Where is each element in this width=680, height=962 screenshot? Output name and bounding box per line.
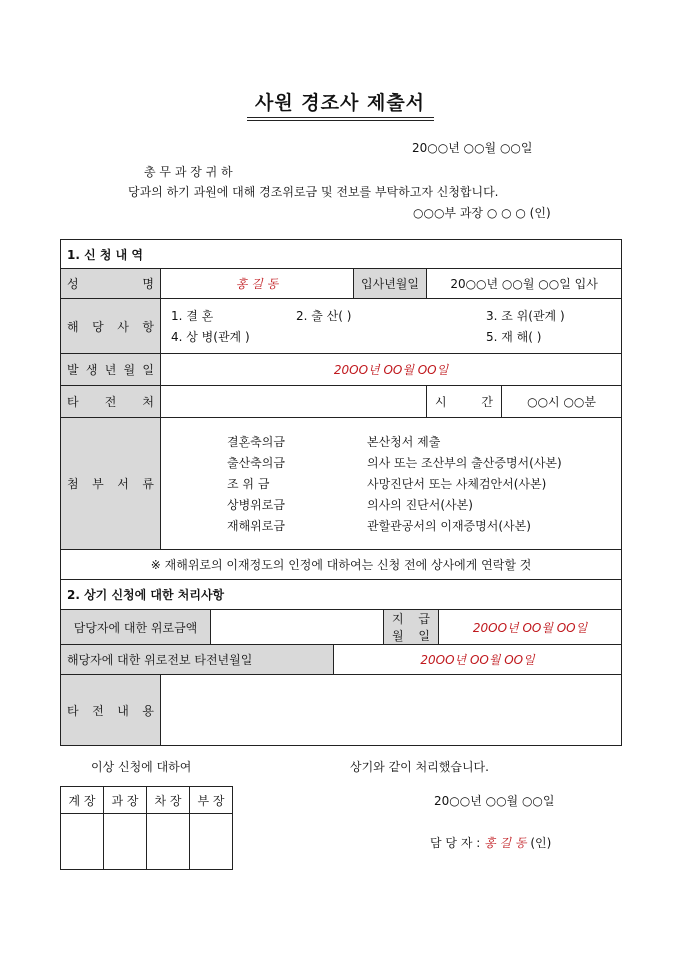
application-table <box>60 239 622 746</box>
section2-heading: 2. 상기 신청에 대한 처리사항 <box>61 580 622 610</box>
pay-date-value[interactable]: 20OO년 OO월 OO일 <box>439 610 622 645</box>
staff-signature <box>430 834 551 851</box>
addressee: 총 무 과 장 귀 하 <box>144 165 233 179</box>
staff-name[interactable]: 홍 길 동 <box>484 836 527 850</box>
attachments-list <box>161 418 622 550</box>
approval-stamp-table <box>60 786 233 870</box>
telegram-content-value[interactable] <box>161 675 622 746</box>
type-condolence[interactable]: 3. 조 위(관계 ) <box>486 309 565 323</box>
telegram-date-value[interactable]: 20OO년 OO월 OO일 <box>334 645 622 675</box>
type-wedding[interactable]: 1. 결 혼 <box>171 309 214 323</box>
stamp-box[interactable] <box>104 814 147 870</box>
footer-left-text: 이상 신청에 대하여 <box>91 760 192 774</box>
attachment-doc: 의사의 진단서(사본) <box>367 498 473 512</box>
occur-date-label: 발 생 년 월 일 <box>61 354 161 386</box>
attachments-label: 첨 부 서 류 <box>61 418 161 550</box>
approver-header: 과 장 <box>104 787 147 814</box>
type-illness[interactable]: 4. 상 병(관계 ) <box>171 330 250 344</box>
approver-header: 계 장 <box>61 787 104 814</box>
sender: ○○○부 과장 ○ ○ ○ (인) <box>413 206 551 220</box>
approver-header: 부 장 <box>190 787 233 814</box>
section1-heading: 1. 신 청 내 역 <box>61 240 622 269</box>
disaster-note: ※ 재해위로의 이재정도의 인정에 대하여는 신청 전에 상사에게 연락할 것 <box>61 550 622 580</box>
type-disaster[interactable]: 5. 재 해( ) <box>486 330 542 344</box>
amount-label: 담당자에 대한 위로금액 <box>61 610 211 645</box>
staff-stamp: (인) <box>530 836 552 850</box>
document-date: 20○○년 ○○월 ○○일 <box>412 141 533 155</box>
request-sentence: 당과의 하기 과원에 대해 경조위로금 및 전보를 부탁하고자 신청합니다. <box>128 185 499 199</box>
attachment-doc: 관할관공서의 이재증명서(사본) <box>367 519 531 533</box>
page-title: 사원 경조사 제출서 <box>254 92 426 114</box>
telegram-date-label: 해당자에 대한 위로전보 타전년월일 <box>61 645 334 675</box>
pay-date-label: 지 급 월 일 <box>384 610 439 645</box>
type-options <box>161 299 622 354</box>
attachment-doc: 본산청서 제출 <box>367 435 441 449</box>
attachment-item: 조 위 금 <box>227 477 270 491</box>
attachment-item: 출산축의금 <box>227 456 285 470</box>
amount-value[interactable] <box>211 610 384 645</box>
attachment-item: 결혼축의금 <box>227 435 285 449</box>
approver-header: 차 장 <box>147 787 190 814</box>
telegram-content-label: 타 전 내 용 <box>61 675 161 746</box>
join-date-label: 입사년월일 <box>354 269 427 299</box>
title-underline-1 <box>247 117 434 118</box>
stamp-box[interactable] <box>190 814 233 870</box>
destination-value[interactable] <box>161 386 427 418</box>
attachment-doc: 의사 또는 조산부의 출산증명서(사본) <box>367 456 562 470</box>
attachment-item: 재해위로금 <box>227 519 285 533</box>
name-value[interactable]: 홍 길 동 <box>161 269 354 299</box>
type-birth[interactable]: 2. 출 산( ) <box>296 309 352 323</box>
type-empty <box>296 328 486 345</box>
stamp-box[interactable] <box>147 814 190 870</box>
footer-right-text: 상기와 같이 처리했습니다. <box>350 760 489 774</box>
destination-label: 타 전 처 <box>61 386 161 418</box>
staff-label: 담 당 자 : <box>430 836 481 850</box>
join-date-value[interactable]: 20○○년 ○○월 ○○일 입사 <box>427 269 622 299</box>
occur-date-value[interactable]: 20OO년 OO월 OO일 <box>161 354 622 386</box>
time-value[interactable]: ○○시 ○○분 <box>502 386 622 418</box>
attachment-item: 상병위로금 <box>227 498 285 512</box>
stamp-box[interactable] <box>61 814 104 870</box>
processing-date: 20○○년 ○○월 ○○일 <box>434 794 555 808</box>
attachment-doc: 사망진단서 또는 사체검안서(사본) <box>367 477 547 491</box>
type-label: 해 당 사 항 <box>61 299 161 354</box>
time-label: 시 간 <box>427 386 502 418</box>
title-underline-2 <box>247 120 434 121</box>
name-label: 성 명 <box>61 269 161 299</box>
